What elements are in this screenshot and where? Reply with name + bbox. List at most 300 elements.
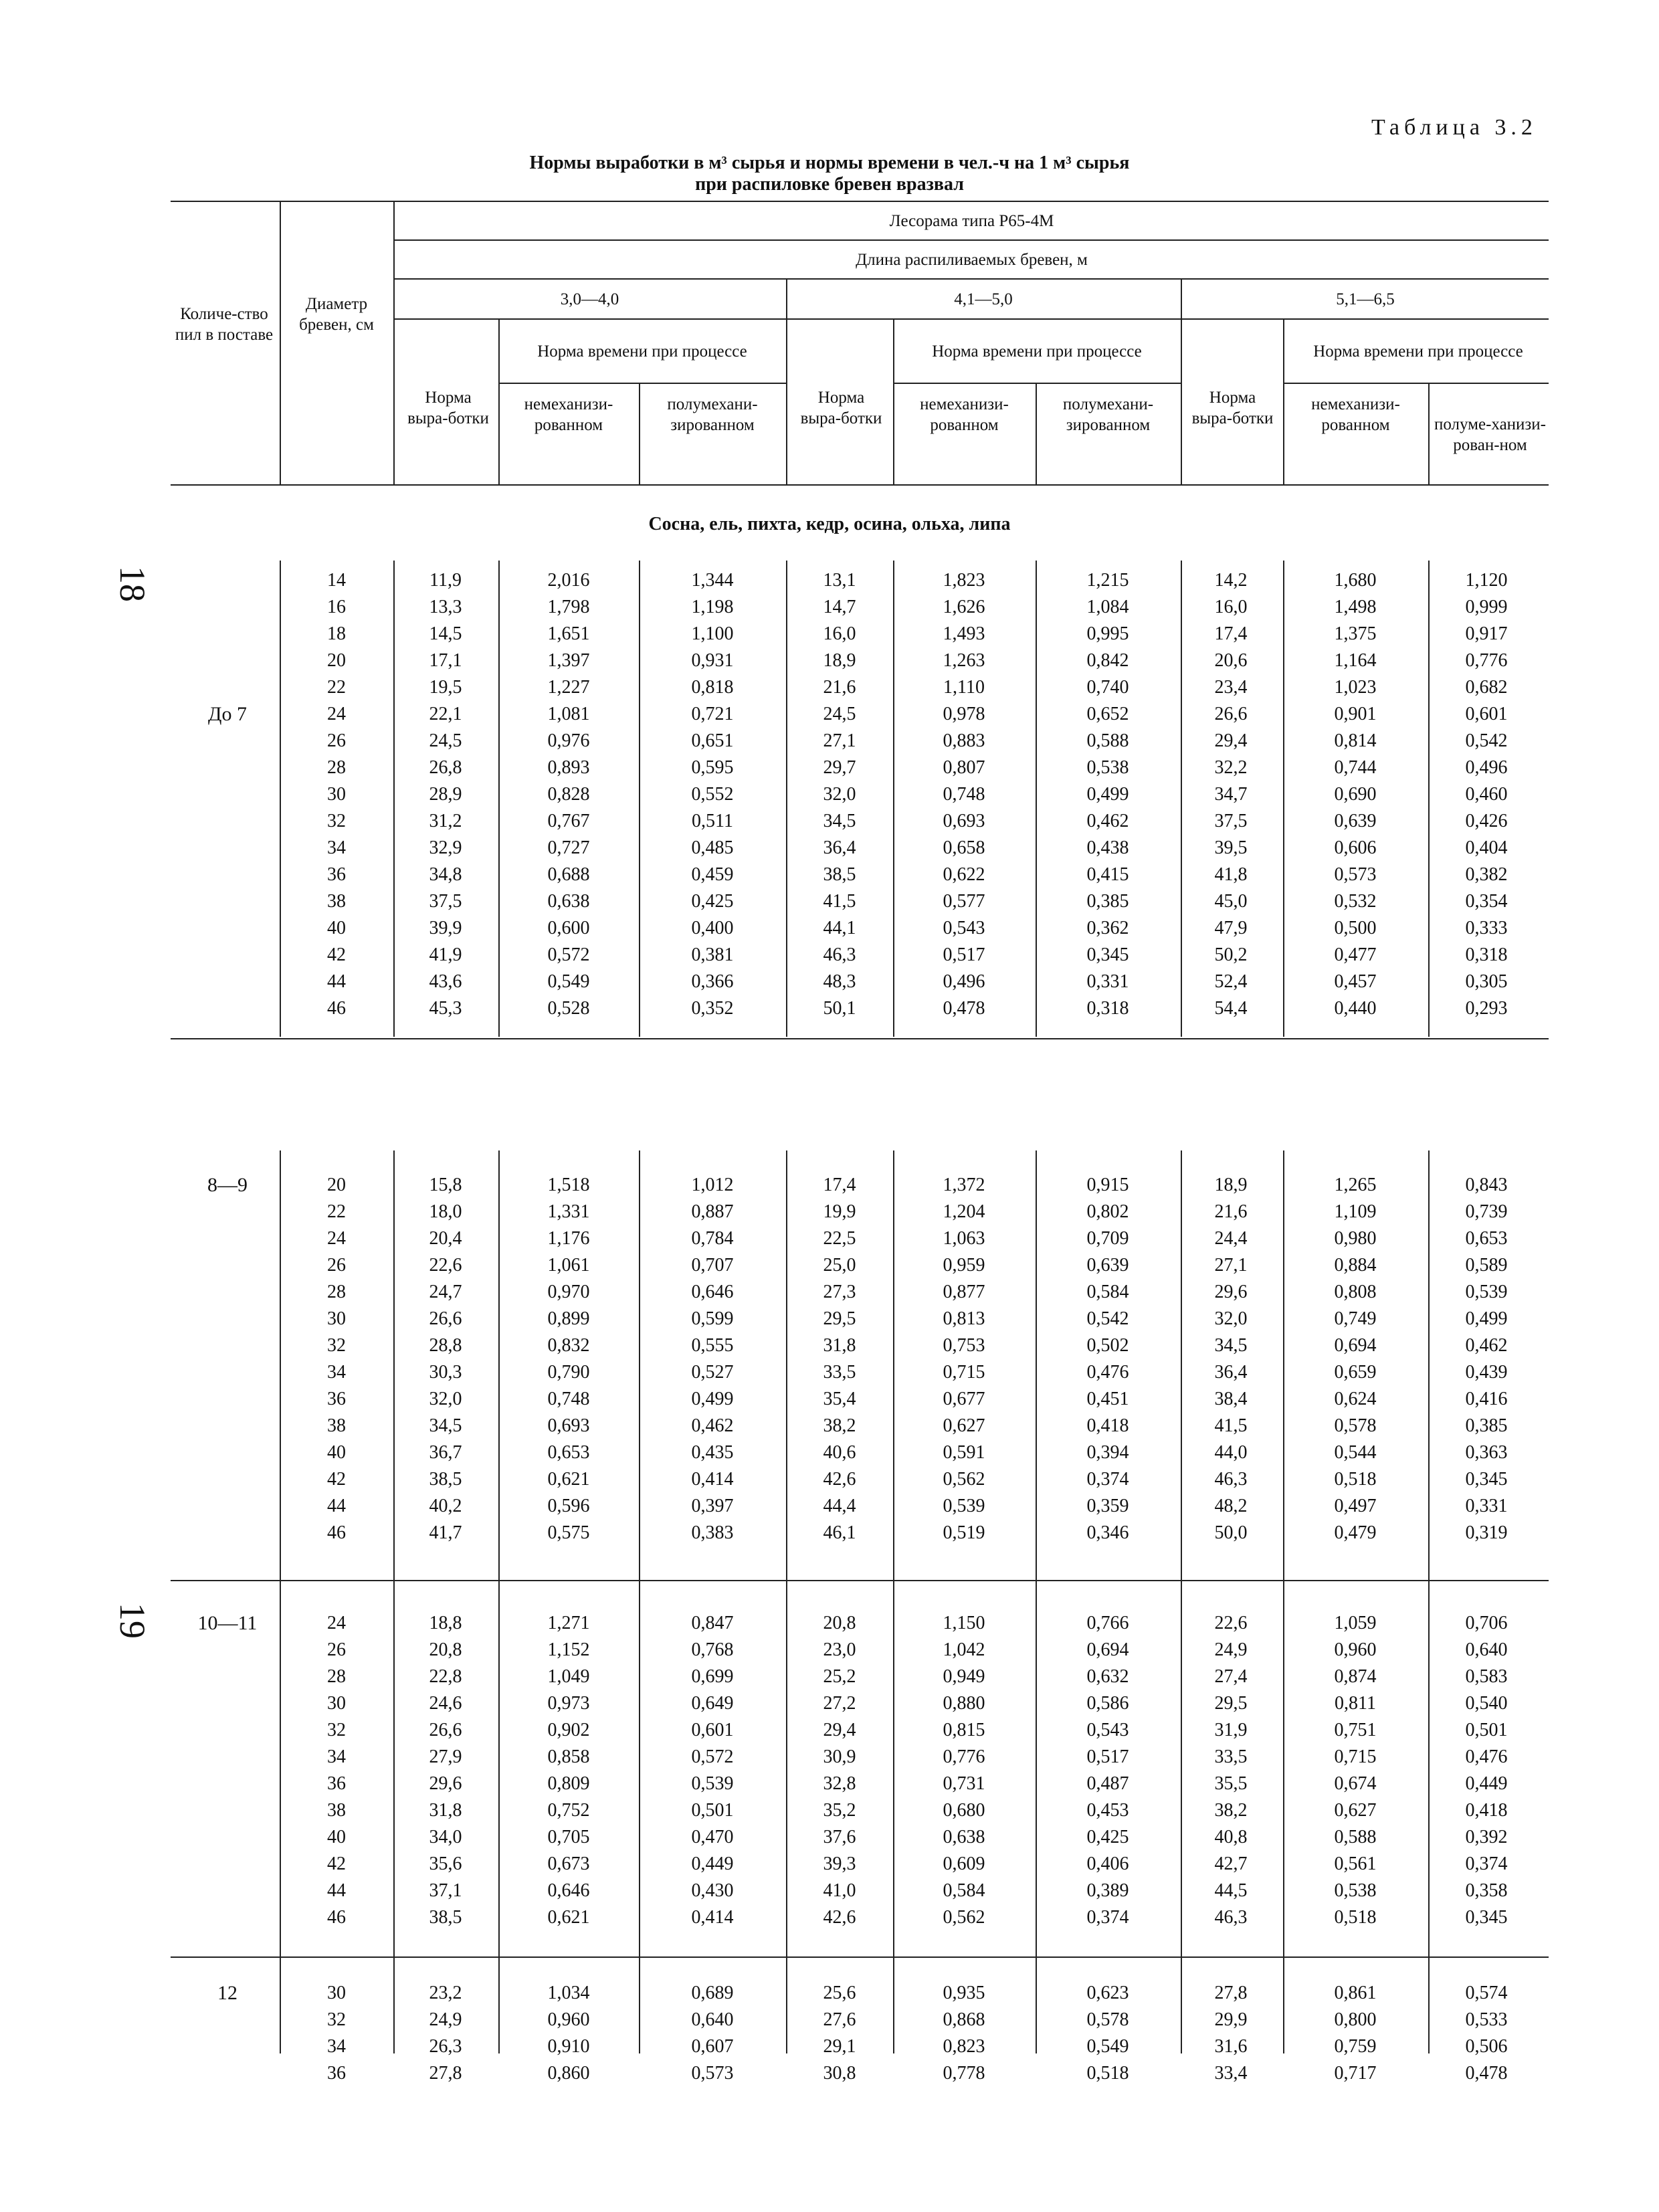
table-cell: 0,425 <box>691 891 734 912</box>
table-cell: 0,499 <box>691 1389 734 1409</box>
header-rule-2 <box>393 278 1549 280</box>
table-cell: 13,3 <box>429 597 462 617</box>
table-cell: 0,561 <box>1334 1853 1377 1874</box>
table-cell: 22,6 <box>429 1255 462 1276</box>
table-cell: 28 <box>327 757 346 778</box>
table-cell: 26,6 <box>429 1308 462 1329</box>
table-cell: 36 <box>327 864 346 885</box>
table-row <box>0 674 1659 701</box>
table-cell: 0,621 <box>547 1469 590 1490</box>
table-cell: 0,808 <box>1334 1282 1377 1302</box>
header-norm-output-2: Норма выра-ботки <box>800 389 882 427</box>
table-cell: 14 <box>327 570 346 591</box>
table-cell: 1,061 <box>547 1255 590 1276</box>
table-cell: 31,8 <box>429 1800 462 1821</box>
table-cell: 29,4 <box>823 1720 856 1740</box>
table-cell: 0,677 <box>943 1389 985 1409</box>
table-row <box>0 1225 1659 1252</box>
table-cell: 0,435 <box>691 1442 734 1463</box>
table-cell: 1,164 <box>1334 650 1377 671</box>
header-vline-9 <box>1283 318 1284 484</box>
table-cell: 41,7 <box>429 1522 462 1543</box>
table-cell: 0,818 <box>691 677 734 698</box>
table-cell: 0,842 <box>1086 650 1129 671</box>
table-cell: 0,479 <box>1334 1522 1377 1543</box>
table-cell: 1,084 <box>1086 597 1129 617</box>
table-cell: 0,318 <box>1465 944 1508 965</box>
saw-count-label: До 7 <box>208 703 247 725</box>
header-norm-time-1: Норма времени при процессе <box>537 342 747 361</box>
header-vline-8 <box>1036 383 1037 484</box>
table-cell: 22 <box>327 677 346 698</box>
table-cell: 32,0 <box>823 784 856 805</box>
table-cell: 39,3 <box>823 1853 856 1874</box>
table-cell: 0,874 <box>1334 1666 1377 1687</box>
table-cell: 0,462 <box>1086 811 1129 831</box>
table-row <box>0 1359 1659 1386</box>
table-cell: 22 <box>327 1201 346 1222</box>
table-cell: 36 <box>327 1773 346 1794</box>
table-cell: 0,790 <box>547 1362 590 1383</box>
table-cell: 0,709 <box>1086 1228 1129 1249</box>
table-cell: 0,573 <box>691 2063 734 2084</box>
table-cell: 43,6 <box>429 971 462 992</box>
table-cell: 0,451 <box>1086 1389 1129 1409</box>
table-cell: 32,0 <box>429 1389 462 1409</box>
table-cell: 0,949 <box>943 1666 985 1687</box>
table-cell: 0,739 <box>1465 1201 1508 1222</box>
table-cell: 0,640 <box>691 2009 734 2030</box>
table-cell: 24 <box>327 1228 346 1249</box>
table-cell: 17,1 <box>429 650 462 671</box>
table-cell: 0,627 <box>943 1415 985 1436</box>
table-cell: 0,517 <box>1086 1746 1129 1767</box>
table-cell: 31,9 <box>1214 1720 1248 1740</box>
table-cell: 44,5 <box>1214 1880 1248 1901</box>
table-cell: 37,1 <box>429 1880 462 1901</box>
table-cell: 38 <box>327 1800 346 1821</box>
block-1-bottom-rule <box>171 1038 1549 1039</box>
table-cell: 1,498 <box>1334 597 1377 617</box>
table-cell: 0,457 <box>1334 971 1377 992</box>
table-cell: 1,100 <box>691 623 734 644</box>
table-cell: 1,049 <box>547 1666 590 1687</box>
table-cell: 54,4 <box>1214 998 1248 1019</box>
table-cell: 38,5 <box>429 1469 462 1490</box>
header-length-3: 5,1—6,5 <box>1336 290 1395 308</box>
table-cell: 42,7 <box>1214 1853 1248 1874</box>
table-cell: 27,1 <box>1214 1255 1248 1276</box>
table-cell: 1,375 <box>1334 623 1377 644</box>
header-norm-output-1: Норма выра-ботки <box>407 389 489 427</box>
table-cell: 34,7 <box>1214 784 1248 805</box>
table-cell: 0,646 <box>691 1282 734 1302</box>
table-cell: 0,430 <box>691 1880 734 1901</box>
table-cell: 0,970 <box>547 1282 590 1302</box>
table-cell: 35,2 <box>823 1800 856 1821</box>
table-cell: 30,9 <box>823 1746 856 1767</box>
header-rule-1 <box>393 239 1549 241</box>
table-cell: 0,572 <box>691 1746 734 1767</box>
table-cell: 20,8 <box>823 1613 856 1633</box>
table-cell: 0,477 <box>1334 944 1377 965</box>
table-cell: 0,601 <box>1465 704 1508 724</box>
table-cell: 0,689 <box>691 1983 734 2003</box>
table-cell: 1,518 <box>547 1175 590 1195</box>
table-cell: 1,109 <box>1334 1201 1377 1222</box>
table-cell: 0,406 <box>1086 1853 1129 1874</box>
table-cell: 50,0 <box>1214 1522 1248 1543</box>
table-cell: 0,584 <box>943 1880 985 1901</box>
table-cell: 21,6 <box>823 677 856 698</box>
table-cell: 34,5 <box>1214 1335 1248 1356</box>
table-cell: 44 <box>327 1496 346 1516</box>
table-cell: 26,6 <box>429 1720 462 1740</box>
table-cell: 42,6 <box>823 1907 856 1928</box>
table-cell: 0,476 <box>1086 1362 1129 1383</box>
header-saws: Количе-ство пил в поставе <box>175 305 274 344</box>
table-cell: 1,265 <box>1334 1175 1377 1195</box>
table-row <box>0 942 1659 969</box>
table-row <box>0 915 1659 942</box>
table-cell: 32,2 <box>1214 757 1248 778</box>
table-cell: 36,4 <box>823 837 856 858</box>
table-cell: 19,5 <box>429 677 462 698</box>
table-cell: 0,778 <box>943 2063 985 2084</box>
table-cell: 1,215 <box>1086 570 1129 591</box>
table-cell: 36 <box>327 1389 346 1409</box>
table-cell: 0,960 <box>1334 1639 1377 1660</box>
header-bottom-rule <box>171 484 1549 486</box>
table-cell: 38 <box>327 891 346 912</box>
header-norm-time-3: Норма времени при процессе <box>1313 342 1523 361</box>
table-cell: 31,8 <box>823 1335 856 1356</box>
table-cell: 22,8 <box>429 1666 462 1687</box>
table-cell: 0,518 <box>1334 1469 1377 1490</box>
table-cell: 0,426 <box>1465 811 1508 831</box>
table-cell: 0,807 <box>943 757 985 778</box>
table-cell: 0,682 <box>1465 677 1508 698</box>
table-cell: 37,5 <box>429 891 462 912</box>
table-row <box>0 1878 1659 1904</box>
table-cell: 35,5 <box>1214 1773 1248 1794</box>
table-cell: 0,589 <box>1465 1255 1508 1276</box>
table-cell: 44,4 <box>823 1496 856 1516</box>
table-cell: 0,960 <box>547 2009 590 2030</box>
table-cell: 20,6 <box>1214 650 1248 671</box>
table-row <box>0 594 1659 621</box>
table-cell: 0,352 <box>691 998 734 1019</box>
table-row <box>0 1493 1659 1520</box>
table-cell: 0,624 <box>1334 1389 1377 1409</box>
table-cell: 0,748 <box>943 784 985 805</box>
table-cell: 18,9 <box>1214 1175 1248 1195</box>
table-cell: 0,345 <box>1465 1469 1508 1490</box>
table-cell: 34 <box>327 1746 346 1767</box>
table-cell: 0,539 <box>1465 1282 1508 1302</box>
table-cell: 0,893 <box>547 757 590 778</box>
table-row <box>0 2060 1659 2087</box>
table-cell: 0,639 <box>1334 811 1377 831</box>
table-cell: 28 <box>327 1282 346 1302</box>
table-cell: 1,012 <box>691 1175 734 1195</box>
table-cell: 29,1 <box>823 2036 856 2057</box>
table-cell: 0,449 <box>691 1853 734 1874</box>
table-cell: 0,880 <box>943 1693 985 1714</box>
block-2-bottom-rule <box>171 1580 1549 1581</box>
table-cell: 0,519 <box>943 1522 985 1543</box>
table-cell: 0,861 <box>1334 1983 1377 2003</box>
table-cell: 0,707 <box>691 1255 734 1276</box>
table-cell: 0,555 <box>691 1335 734 1356</box>
table-cell: 0,501 <box>1465 1720 1508 1740</box>
table-cell: 0,600 <box>547 918 590 938</box>
table-cell: 30 <box>327 1308 346 1329</box>
table-cell: 0,883 <box>943 730 985 751</box>
table-cell: 22,6 <box>1214 1613 1248 1633</box>
header-diameter: Диаметр бревен, см <box>299 295 374 334</box>
table-cell: 33,5 <box>823 1362 856 1383</box>
table-row <box>0 2033 1659 2060</box>
table-cell: 16 <box>327 597 346 617</box>
table-cell: 0,578 <box>1334 1415 1377 1436</box>
table-cell: 32,0 <box>1214 1308 1248 1329</box>
table-cell: 40 <box>327 918 346 938</box>
table-row <box>0 1904 1659 1931</box>
table-cell: 40 <box>327 1827 346 1847</box>
table-cell: 0,694 <box>1086 1639 1129 1660</box>
table-cell: 24,6 <box>429 1693 462 1714</box>
table-cell: 0,478 <box>1465 2063 1508 2084</box>
table-cell: 0,497 <box>1334 1496 1377 1516</box>
table-cell: 1,034 <box>547 1983 590 2003</box>
table-cell: 18 <box>327 623 346 644</box>
table-cell: 33,5 <box>1214 1746 1248 1767</box>
table-cell: 0,549 <box>547 971 590 992</box>
table-cell: 16,0 <box>1214 597 1248 617</box>
table-row <box>0 2007 1659 2033</box>
table-cell: 11,9 <box>429 570 462 591</box>
table-cell: 0,814 <box>1334 730 1377 751</box>
table-cell: 42 <box>327 1853 346 1874</box>
table-cell: 40,2 <box>429 1496 462 1516</box>
table-row <box>0 1439 1659 1466</box>
table-row <box>0 1717 1659 1744</box>
table-cell: 16,0 <box>823 623 856 644</box>
table-cell: 0,649 <box>691 1693 734 1714</box>
table-cell: 0,382 <box>1465 864 1508 885</box>
table-cell: 26,3 <box>429 2036 462 2057</box>
table-cell: 0,693 <box>943 811 985 831</box>
table-cell: 0,705 <box>547 1827 590 1847</box>
table-cell: 29,7 <box>823 757 856 778</box>
table-cell: 0,459 <box>691 864 734 885</box>
table-cell: 17,4 <box>823 1175 856 1195</box>
table-cell: 0,331 <box>1086 971 1129 992</box>
table-cell: 1,823 <box>943 570 985 591</box>
table-cell: 0,549 <box>1086 2036 1129 2057</box>
table-row <box>0 1664 1659 1690</box>
table-row <box>0 1172 1659 1199</box>
table-cell: 0,496 <box>1465 757 1508 778</box>
table-cell: 27,1 <box>823 730 856 751</box>
table-cell: 0,931 <box>691 650 734 671</box>
table-cell: 0,359 <box>1086 1496 1129 1516</box>
table-cell: 20 <box>327 1175 346 1195</box>
table-cell: 0,583 <box>1465 1666 1508 1687</box>
table-cell: 42,6 <box>823 1469 856 1490</box>
table-row <box>0 1797 1659 1824</box>
table-cell: 0,577 <box>943 891 985 912</box>
table-cell: 0,453 <box>1086 1800 1129 1821</box>
table-cell: 29,4 <box>1214 730 1248 751</box>
table-cell: 0,552 <box>691 784 734 805</box>
table-cell: 0,478 <box>943 998 985 1019</box>
table-cell: 13,1 <box>823 570 856 591</box>
table-row <box>0 1279 1659 1306</box>
table-cell: 0,539 <box>943 1496 985 1516</box>
table-cell: 0,425 <box>1086 1827 1129 1847</box>
table-cell: 36,7 <box>429 1442 462 1463</box>
table-cell: 0,915 <box>1086 1175 1129 1195</box>
table-row <box>0 1199 1659 1225</box>
table-cell: 0,392 <box>1465 1827 1508 1847</box>
table-cell: 0,980 <box>1334 1228 1377 1249</box>
table-cell: 44,1 <box>823 918 856 938</box>
table-cell: 0,440 <box>1334 998 1377 1019</box>
page-number-19: 19 <box>112 1603 153 1639</box>
table-cell: 0,622 <box>943 864 985 885</box>
table-cell: 34 <box>327 1362 346 1383</box>
table-cell: 34,8 <box>429 864 462 885</box>
table-cell: 47,9 <box>1214 918 1248 938</box>
table-cell: 46 <box>327 998 346 1019</box>
table-row <box>0 835 1659 862</box>
table-cell: 29,6 <box>429 1773 462 1794</box>
table-cell: 32,9 <box>429 837 462 858</box>
header-semi-mech-2: полумехани-зированном <box>1062 395 1154 434</box>
table-cell: 0,318 <box>1086 998 1129 1019</box>
table-cell: 35,6 <box>429 1853 462 1874</box>
table-cell: 1,150 <box>943 1613 985 1633</box>
table-cell: 0,363 <box>1465 1442 1508 1463</box>
table-cell: 1,204 <box>943 1201 985 1222</box>
header-vline-6 <box>639 383 640 484</box>
table-cell: 0,809 <box>547 1773 590 1794</box>
table-row <box>0 888 1659 915</box>
table-cell: 0,721 <box>691 704 734 724</box>
table-cell: 37,5 <box>1214 811 1248 831</box>
table-cell: 17,4 <box>1214 623 1248 644</box>
header-semi-mech-1: полумехани-зированном <box>667 395 758 434</box>
table-cell: 0,823 <box>943 2036 985 2057</box>
header-length-2: 4,1—5,0 <box>954 290 1013 308</box>
table-cell: 0,345 <box>1086 944 1129 965</box>
table-cell: 28,9 <box>429 784 462 805</box>
table-cell: 0,354 <box>1465 891 1508 912</box>
table-cell: 41,5 <box>823 891 856 912</box>
table-cell: 0,574 <box>1465 1983 1508 2003</box>
table-cell: 0,659 <box>1334 1362 1377 1383</box>
table-cell: 0,506 <box>1465 2036 1508 2057</box>
table-cell: 0,542 <box>1086 1308 1129 1329</box>
title-line-1: Нормы выработки в м³ сырья и нормы времени в чел.-ч на 1 м³ сырья <box>529 153 1130 173</box>
table-row <box>0 621 1659 647</box>
header-vline-7 <box>893 318 894 484</box>
table-cell: 27,4 <box>1214 1666 1248 1687</box>
table-cell: 0,751 <box>1334 1720 1377 1740</box>
table-cell: 0,978 <box>943 704 985 724</box>
header-non-mech-1: немеханизи-рованном <box>524 395 613 434</box>
table-cell: 0,752 <box>547 1800 590 1821</box>
table-cell: 1,063 <box>943 1228 985 1249</box>
table-cell: 34,5 <box>429 1415 462 1436</box>
table-cell: 34 <box>327 2036 346 2057</box>
table-cell: 14,5 <box>429 623 462 644</box>
table-cell: 46,1 <box>823 1522 856 1543</box>
table-cell: 0,385 <box>1086 891 1129 912</box>
table-cell: 20,8 <box>429 1639 462 1660</box>
table-row <box>0 647 1659 674</box>
table-cell: 0,394 <box>1086 1442 1129 1463</box>
table-cell: 0,374 <box>1465 1853 1508 1874</box>
table-cell: 0,917 <box>1465 623 1508 644</box>
table-cell: 50,1 <box>823 998 856 1019</box>
page-title <box>0 153 1659 195</box>
table-cell: 18,9 <box>823 650 856 671</box>
table-cell: 0,632 <box>1086 1666 1129 1687</box>
table-cell: 52,4 <box>1214 971 1248 992</box>
table-cell: 0,847 <box>691 1613 734 1633</box>
table-cell: 0,706 <box>1465 1613 1508 1633</box>
table-cell: 0,843 <box>1465 1175 1508 1195</box>
saw-count-label: 10—11 <box>197 1612 258 1634</box>
table-cell: 1,680 <box>1334 570 1377 591</box>
table-cell: 0,381 <box>691 944 734 965</box>
table-cell: 0,653 <box>547 1442 590 1463</box>
table-cell: 0,699 <box>691 1666 734 1687</box>
table-cell: 0,693 <box>547 1415 590 1436</box>
table-cell: 18,8 <box>429 1613 462 1633</box>
header-log-length: Длина распиливаемых бревен, м <box>856 250 1088 269</box>
table-cell: 0,438 <box>1086 837 1129 858</box>
table-cell: 0,345 <box>1465 1907 1508 1928</box>
table-cell: 0,674 <box>1334 1773 1377 1794</box>
table-label: Таблица 3.2 <box>1371 115 1537 140</box>
table-cell: 0,562 <box>943 1907 985 1928</box>
table-cell: 0,528 <box>547 998 590 1019</box>
table-row <box>0 1413 1659 1439</box>
block-3-bottom-rule <box>171 1956 1549 1958</box>
table-cell: 0,887 <box>691 1201 734 1222</box>
table-cell: 0,462 <box>1465 1335 1508 1356</box>
table-cell: 0,658 <box>943 837 985 858</box>
table-cell: 33,4 <box>1214 2063 1248 2084</box>
table-cell: 0,800 <box>1334 2009 1377 2030</box>
table-cell: 0,542 <box>1465 730 1508 751</box>
table-cell: 50,2 <box>1214 944 1248 965</box>
table-cell: 0,766 <box>1086 1613 1129 1633</box>
table-cell: 1,059 <box>1334 1613 1377 1633</box>
table-cell: 0,621 <box>547 1907 590 1928</box>
table-cell: 0,414 <box>691 1469 734 1490</box>
table-cell: 1,042 <box>943 1639 985 1660</box>
table-row <box>0 755 1659 781</box>
table-cell: 32 <box>327 1335 346 1356</box>
table-row <box>0 808 1659 835</box>
table-cell: 0,358 <box>1465 1880 1508 1901</box>
table-row <box>0 1252 1659 1279</box>
